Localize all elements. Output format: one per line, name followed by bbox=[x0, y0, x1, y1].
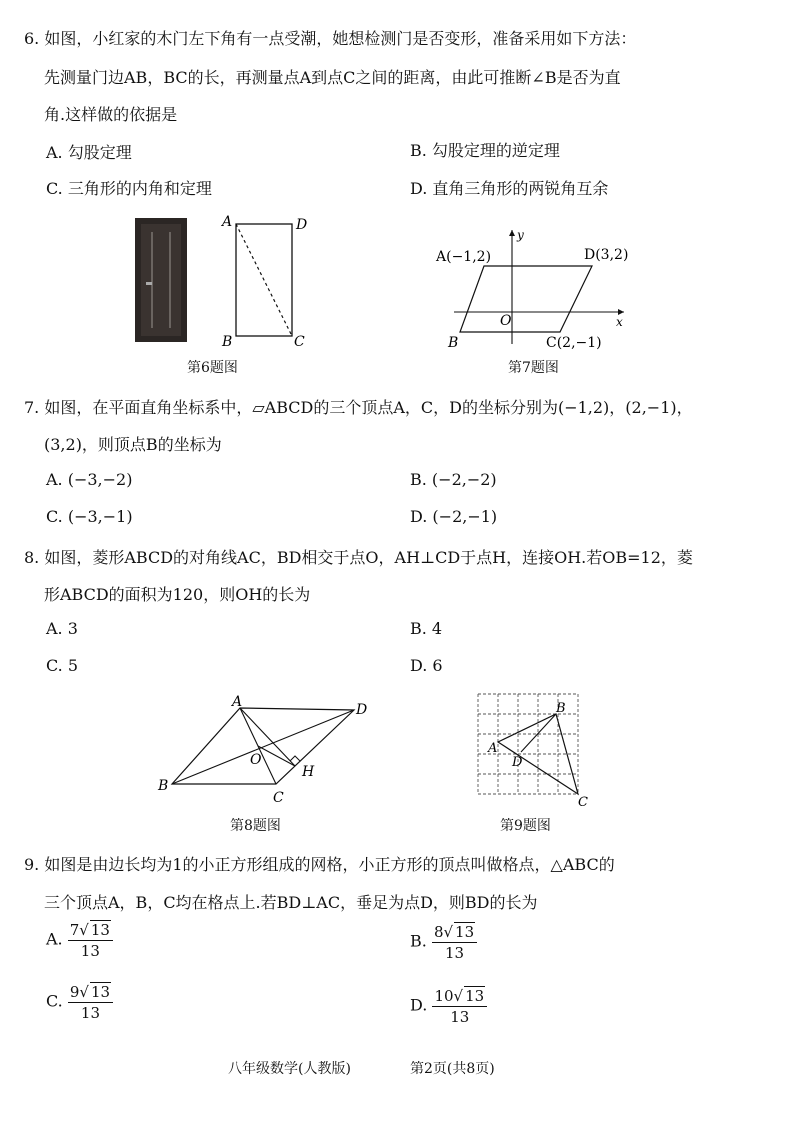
q6-option-b[interactable]: B. 勾股定理的逆定理 bbox=[410, 141, 560, 160]
y-label: y bbox=[517, 228, 524, 242]
q8-figure-caption: 第8题图 bbox=[230, 818, 281, 834]
label-d: D bbox=[512, 755, 523, 770]
label-d: D bbox=[356, 702, 368, 718]
q8-option-b[interactable]: B. 4 bbox=[410, 619, 443, 638]
q7-figure-caption: 第7题图 bbox=[508, 360, 559, 376]
label-c-coord: C(2,−1) bbox=[546, 335, 602, 351]
q8-option-a[interactable]: A. 3 bbox=[46, 619, 78, 638]
q7-stem-line-2: (3,2)，则顶点B的坐标为 bbox=[44, 435, 222, 454]
q6-figure bbox=[130, 212, 320, 356]
label-b: B bbox=[158, 778, 169, 794]
label-b: B bbox=[448, 335, 459, 351]
label-h: H bbox=[302, 764, 315, 780]
label-b: B bbox=[222, 334, 233, 350]
q7-option-c[interactable]: C. (−3,−1) bbox=[46, 507, 133, 526]
option-letter: C. bbox=[46, 991, 63, 1011]
label-a: A bbox=[222, 214, 233, 230]
label-b: B bbox=[556, 701, 566, 716]
q6-figure-caption: 第6题图 bbox=[187, 360, 238, 376]
option-letter: A. bbox=[46, 929, 63, 949]
q7-stem-line-1: 7. 如图，在平面直角坐标系中，▱ABCD的三个顶点A，C，D的坐标分别为(−1,2)，(2,−1)， bbox=[24, 398, 693, 417]
q6-option-c[interactable]: C. 三角形的内角和定理 bbox=[46, 179, 212, 198]
q8-figure bbox=[150, 692, 380, 814]
fraction: $\frac{7√ 13}{13}$ bbox=[68, 920, 113, 960]
q9-option-b[interactable] bbox=[410, 922, 477, 962]
q9-figure-caption: 第9题图 bbox=[500, 818, 551, 834]
label-c: C bbox=[578, 795, 588, 810]
q6-figure-svg bbox=[130, 212, 320, 352]
q9-stem-line-2: 三个顶点A，B，C均在格点上.若BD⊥AC，垂足为点D，则BD的长为 bbox=[44, 893, 538, 912]
option-letter: B. bbox=[410, 931, 427, 951]
q8-option-d[interactable]: D. 6 bbox=[410, 656, 443, 675]
right-angle-mark bbox=[290, 756, 300, 761]
q7-figure bbox=[434, 226, 634, 356]
option-letter: D. bbox=[410, 995, 428, 1015]
diagonal-ac bbox=[236, 224, 292, 336]
label-d: D bbox=[296, 217, 308, 233]
q6-stem-line-1: 6. 如图，小红家的木门左下角有一点受潮，她想检测门是否变形，准备采用如下方法： bbox=[24, 29, 637, 48]
q8-figure-svg bbox=[150, 692, 380, 810]
label-o: O bbox=[250, 752, 262, 768]
fraction: $\frac{9√ 13}{13}$ bbox=[68, 982, 113, 1022]
q9-figure-svg bbox=[474, 690, 594, 810]
label-o: O bbox=[500, 313, 512, 329]
q7-option-d[interactable]: D. (−2,−1) bbox=[410, 507, 498, 526]
q9-option-c[interactable] bbox=[46, 982, 113, 1022]
fraction: $\frac{8√ 13}{13}$ bbox=[432, 922, 477, 962]
footer-subject: 八年级数学(人教版) bbox=[228, 1061, 351, 1077]
q9-stem-line-1: 9. 如图是由边长均为1的小正方形组成的网格，小正方形的顶点叫做格点，△ABC的 bbox=[24, 855, 615, 874]
q6-stem-line-3: 角.这样做的依据是 bbox=[44, 105, 178, 124]
x-label: x bbox=[616, 315, 623, 329]
q7-option-b[interactable]: B. (−2,−2) bbox=[410, 470, 497, 489]
label-a: A bbox=[488, 741, 498, 756]
q8-stem-line-1: 8. 如图，菱形ABCD的对角线AC，BD相交于点O，AH⊥CD于点H，连接OH.若OB=12，菱 bbox=[24, 548, 693, 567]
label-c: C bbox=[294, 334, 305, 350]
q8-option-c[interactable]: C. 5 bbox=[46, 656, 79, 675]
q6-stem-line-2: 先测量门边AB，BC的长，再测量点A到点C之间的距离，由此可推断∠B是否为直 bbox=[44, 68, 621, 87]
label-d-coord: D(3,2) bbox=[584, 247, 629, 263]
q7-figure-svg bbox=[434, 226, 634, 352]
label-a-coord: A(−1,2) bbox=[436, 249, 492, 265]
segment-oh bbox=[258, 746, 295, 766]
q6-option-a[interactable]: A. 勾股定理 bbox=[46, 143, 132, 162]
q9-option-d[interactable] bbox=[410, 986, 487, 1026]
diagonal-bd bbox=[172, 710, 354, 784]
q8-stem-line-2: 形ABCD的面积为120，则OH的长为 bbox=[44, 585, 311, 604]
fraction: $\frac{10√ 13}{13}$ bbox=[432, 986, 487, 1026]
segment-bd bbox=[521, 714, 556, 752]
q9-option-a[interactable] bbox=[46, 920, 113, 960]
label-c: C bbox=[273, 790, 284, 806]
q7-option-a[interactable]: A. (−3,−2) bbox=[46, 470, 133, 489]
q9-figure bbox=[474, 690, 594, 814]
parallelogram-abcd bbox=[460, 266, 592, 332]
label-a: A bbox=[232, 694, 243, 710]
q6-option-d[interactable]: D. 直角三角形的两锐角互余 bbox=[410, 179, 609, 198]
footer-page-number: 第2页(共8页) bbox=[410, 1061, 495, 1077]
